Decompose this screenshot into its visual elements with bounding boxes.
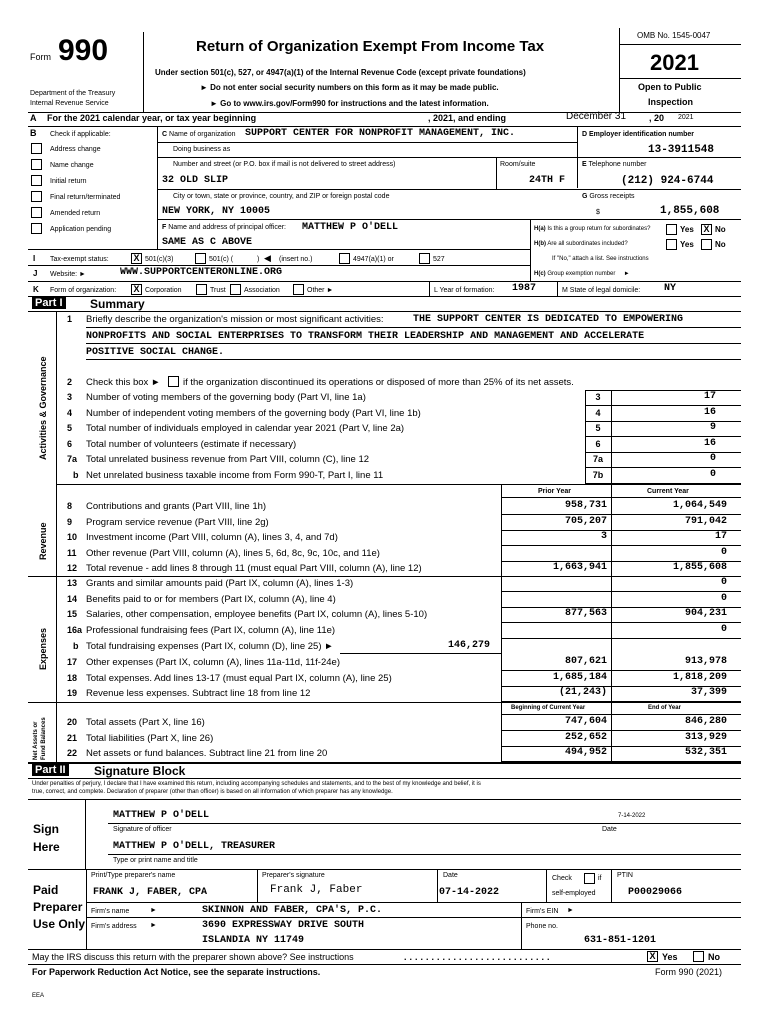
fin-line-prior: 1,663,941 bbox=[552, 562, 607, 573]
section-b-item-label: Name change bbox=[50, 162, 94, 169]
gov-line-number: 4 bbox=[67, 408, 73, 418]
discuss-yes-checkbox[interactable] bbox=[647, 951, 658, 962]
col-begin-year: Beginning of Current Year bbox=[511, 705, 586, 711]
tax-year: 2021 bbox=[650, 50, 699, 75]
fin-line-prior: 705,207 bbox=[564, 516, 607, 527]
gov-line-value: 16 bbox=[703, 438, 716, 449]
fin-line-current: 532,351 bbox=[684, 747, 727, 758]
gov-line-value: 16 bbox=[703, 407, 716, 418]
fin-line-text: Total expenses. Add lines 13-17 (must equal Part IX, column (A), line 25) bbox=[86, 673, 392, 684]
fin-line-current: 17 bbox=[714, 531, 727, 542]
row-a-yy: 2021 bbox=[678, 114, 694, 121]
ptin-label: PTIN bbox=[617, 872, 633, 879]
section-g-label: G bbox=[582, 193, 588, 200]
fin-line-number: 15 bbox=[67, 609, 78, 619]
discuss-no-label: No bbox=[708, 952, 720, 962]
527-checkbox[interactable] bbox=[419, 253, 430, 264]
fin-line-prior: 252,652 bbox=[564, 732, 607, 743]
fin-line-number: 20 bbox=[67, 717, 78, 727]
domicile-label: M State of legal domicile: bbox=[562, 287, 641, 294]
fin-line-number: 18 bbox=[67, 673, 78, 683]
fin-line-prior: 494,952 bbox=[564, 747, 607, 758]
eea-mark: EEA bbox=[32, 993, 45, 999]
501c-checkbox[interactable] bbox=[195, 253, 206, 264]
501c-label: 501(c) ( bbox=[209, 256, 234, 263]
officer-name-title: MATTHEW P O'DELL, TREASURER bbox=[113, 841, 276, 852]
section-b-checkbox[interactable] bbox=[31, 191, 42, 202]
fin-line-text: Net assets or fund balances. Subtract line 21 from line 20 bbox=[86, 748, 328, 759]
discuss-no-checkbox[interactable] bbox=[693, 951, 704, 962]
hb-text: Are all subordinates included? bbox=[547, 241, 628, 247]
fin-line-current: 0 bbox=[720, 577, 727, 588]
line2-number: 2 bbox=[67, 377, 73, 387]
if-label: if bbox=[598, 875, 602, 882]
room-value: 24TH F bbox=[529, 175, 566, 186]
fin-line-prior: 877,563 bbox=[564, 608, 607, 619]
mission-line1: THE SUPPORT CENTER IS DEDICATED TO EMPOWERING bbox=[413, 314, 684, 325]
ptin-value: P00029066 bbox=[628, 887, 683, 898]
gov-line-text: Number of independent voting members of the governing body (Part VI, line 1b) bbox=[86, 408, 421, 419]
side-label-governance: Activities & Governance bbox=[38, 356, 48, 460]
name-title-label: Type or print name and title bbox=[113, 857, 198, 864]
fin-line-current: 1,855,608 bbox=[672, 562, 727, 573]
fin-line-text: Grants and similar amounts paid (Part IX, column (A), lines 1-3) bbox=[86, 578, 354, 589]
paperwork-notice: For Paperwork Reduction Act Notice, see the separate instructions. bbox=[32, 967, 321, 977]
firm-address-1: 3690 EXPRESSWAY DRIVE SOUTH bbox=[202, 920, 365, 931]
insert-no-label: (insert no.) bbox=[279, 256, 313, 263]
hb-yes-label: Yes bbox=[680, 240, 694, 249]
fin-line-number: 13 bbox=[67, 578, 78, 588]
section-b-checkbox[interactable] bbox=[31, 223, 42, 234]
col-prior-year: Prior Year bbox=[538, 488, 571, 495]
fin-line-number: 17 bbox=[67, 657, 78, 667]
fin-line-prior: 958,731 bbox=[564, 500, 607, 511]
org-name-label: Name of organization bbox=[169, 131, 236, 138]
row-k-label: K bbox=[33, 285, 39, 294]
fin-line-number: 9 bbox=[67, 517, 73, 527]
street-value: 32 OLD SLIP bbox=[162, 175, 229, 186]
firm-ein-arrow: ► bbox=[567, 907, 574, 914]
fin-line-number: 11 bbox=[67, 548, 77, 558]
fin-line-number: 10 bbox=[67, 532, 78, 542]
fin-line-prior: 3 bbox=[600, 531, 607, 542]
fin-line-text: Total assets (Part X, line 16) bbox=[86, 717, 205, 728]
website-value[interactable]: WWW.SUPPORTCENTERONLINE.ORG bbox=[120, 267, 283, 278]
ha-label: H(a) bbox=[534, 226, 546, 232]
section-b-checkbox[interactable] bbox=[31, 207, 42, 218]
domicile-value: NY bbox=[664, 283, 677, 294]
firm-address-label: Firm's address bbox=[91, 923, 137, 930]
fin-line-number: 14 bbox=[67, 594, 78, 604]
form-number: 990 bbox=[58, 34, 109, 67]
corporation-label: Corporation bbox=[145, 287, 182, 294]
hb-no-label: No bbox=[715, 240, 726, 249]
section-b-item-label: Address change bbox=[50, 146, 101, 153]
fin-line-rule bbox=[501, 545, 741, 546]
hc-label: H(c) bbox=[534, 271, 546, 277]
ein-label: Employer identification number bbox=[589, 131, 695, 138]
gov-line-box: 6 bbox=[595, 439, 601, 449]
discuss-yes-label: Yes bbox=[662, 952, 678, 962]
part1-label: Part I bbox=[32, 297, 66, 309]
firm-address-2: ISLANDIA NY 11749 bbox=[202, 935, 305, 946]
street-label: Number and street (or P.O. box if mail is not delivered to street address) bbox=[173, 161, 396, 168]
penalty-text-2: true, correct, and complete. Declaration of preparer (other than officer) is based on all information of which preparer has any knowledge. bbox=[32, 789, 393, 795]
gov-line-number: 3 bbox=[67, 392, 73, 402]
dollar-sign: $ bbox=[596, 209, 600, 216]
501c3-label: 501(c)(3) bbox=[145, 256, 174, 263]
ein-value: 13-3911548 bbox=[648, 144, 715, 156]
preparer-date: 07-14-2022 bbox=[439, 887, 500, 898]
line16b-number: b bbox=[73, 641, 79, 651]
section-f-label: F bbox=[162, 224, 167, 231]
gov-line-box: 3 bbox=[595, 392, 601, 402]
side-label-expenses: Expenses bbox=[38, 627, 48, 670]
firm-name: SKINNON AND FABER, CPA'S, P.C. bbox=[202, 905, 383, 916]
irs-link[interactable]: ► Go to www.irs.gov/Form990 for instructions and the latest information. bbox=[210, 99, 489, 108]
firm-phone: 631-851-1201 bbox=[584, 935, 657, 946]
discuss-leader: ........................... bbox=[404, 952, 553, 962]
fin-line-number: 16a bbox=[67, 625, 83, 635]
firm-ein-label: Firm's EIN bbox=[526, 908, 559, 915]
dba-label: Doing business as bbox=[173, 146, 231, 153]
other-checkbox[interactable] bbox=[293, 284, 304, 295]
line16b-text: Total fundraising expenses (Part IX, column (D), line 25) ► bbox=[86, 641, 334, 652]
side-label-revenue: Revenue bbox=[38, 522, 48, 560]
hb-label: H(b) bbox=[534, 241, 546, 247]
fin-line-number: 22 bbox=[67, 748, 78, 758]
gov-line-text: Total number of volunteers (estimate if necessary) bbox=[86, 439, 297, 450]
part2-title: Signature Block bbox=[94, 764, 186, 778]
row-a-ending: , 2021, and ending bbox=[428, 113, 507, 123]
mission-line3: POSITIVE SOCIAL CHANGE. bbox=[86, 347, 225, 358]
preparer-signature: Frank J, Faber bbox=[270, 884, 363, 896]
firm-address-arrow: ► bbox=[150, 922, 157, 929]
city-value: NEW YORK, NY 10005 bbox=[162, 206, 271, 217]
fin-line-current: 313,929 bbox=[684, 732, 727, 743]
col-end-year: End of Year bbox=[648, 705, 681, 711]
sign-label: Sign bbox=[33, 822, 59, 836]
form-label: Form bbox=[30, 52, 51, 62]
501c3-checkbox[interactable] bbox=[131, 253, 142, 264]
row-a-label: A bbox=[30, 113, 37, 123]
fin-line-number: 8 bbox=[67, 501, 73, 511]
discontinued-checkbox[interactable] bbox=[168, 376, 179, 387]
department-label: Department of the Treasury bbox=[30, 90, 116, 97]
side-label-fund-balances: Fund Balances bbox=[41, 717, 47, 760]
fin-line-rule bbox=[501, 638, 741, 639]
fin-line-current: 37,399 bbox=[690, 687, 727, 698]
fin-line-text: Benefits paid to or for members (Part IX, column (A), line 4) bbox=[86, 594, 336, 605]
gov-line-text: Number of voting members of the governing body (Part VI, line 1a) bbox=[86, 392, 366, 403]
fin-line-current: 904,231 bbox=[684, 608, 727, 619]
section-b-checkbox[interactable] bbox=[31, 175, 42, 186]
preparer-sig-label: Preparer's signature bbox=[262, 872, 325, 879]
fin-line-current: 1,064,549 bbox=[672, 500, 727, 511]
fin-line-rule bbox=[501, 622, 741, 623]
line2-text-a: Check this box ► bbox=[86, 377, 161, 388]
row-a-text: For the 2021 calendar year, or tax year beginning bbox=[47, 113, 257, 123]
gov-line-text: Total unrelated business revenue from Part VIII, column (C), line 12 bbox=[86, 454, 370, 465]
gov-line-rule bbox=[585, 467, 741, 468]
fin-line-text: Other revenue (Part VIII, column (A), lines 5, 6d, 8c, 9c, 10c, and 11e) bbox=[86, 548, 380, 559]
fin-line-prior: 1,685,184 bbox=[552, 672, 607, 683]
room-label: Room/suite bbox=[500, 161, 536, 168]
part1-title: Summary bbox=[90, 297, 145, 311]
line2-text-b: if the organization discontinued its operations or disposed of more than 25% of its net assets. bbox=[183, 377, 574, 388]
501c-close: ) bbox=[257, 256, 260, 263]
self-employed-checkbox[interactable] bbox=[584, 873, 595, 884]
section-b-item-label: Amended return bbox=[50, 210, 101, 217]
corporation-checkbox[interactable] bbox=[131, 284, 142, 295]
other-label: Other ► bbox=[307, 287, 334, 294]
use-only-label: Use Only bbox=[33, 917, 86, 931]
preparer-name-label: Print/Type preparer's name bbox=[91, 872, 176, 879]
gov-line-value: 17 bbox=[703, 391, 716, 402]
form-reference: Form 990 (2021) bbox=[655, 967, 723, 977]
section-d-label: D bbox=[582, 131, 588, 138]
section-b-item-label: Final return/terminated bbox=[50, 194, 121, 201]
form-title: Return of Organization Exempt From Income Tax bbox=[196, 38, 545, 55]
irs-label: Internal Revenue Service bbox=[30, 100, 109, 107]
section-b-heading: Check if applicable: bbox=[50, 131, 111, 138]
fin-line-text: Other expenses (Part IX, column (A), lines 11a-11d, 11f-24e) bbox=[86, 657, 340, 668]
fin-line-rule bbox=[501, 670, 741, 671]
year-formation-label: L Year of formation: bbox=[434, 287, 495, 294]
fin-line-text: Total revenue - add lines 8 through 11 (must equal Part VIII, column (A), line 12) bbox=[86, 563, 422, 574]
gov-line-number: 7a bbox=[67, 454, 78, 464]
ha-yes-checkbox[interactable] bbox=[666, 224, 677, 235]
section-e-label: E bbox=[582, 161, 587, 168]
line1-number: 1 bbox=[67, 314, 73, 324]
fin-line-text: Professional fundraising fees (Part IX, column (A), line 11e) bbox=[86, 625, 336, 636]
gross-receipts-label: Gross receipts bbox=[589, 193, 635, 200]
website-label: Website: ► bbox=[50, 271, 86, 278]
officer-name: MATTHEW P O'DELL bbox=[302, 222, 399, 233]
fin-line-text: Total liabilities (Part X, line 26) bbox=[86, 733, 214, 744]
self-employed-label: self-employed bbox=[552, 890, 596, 897]
gov-line-number: 5 bbox=[67, 423, 73, 433]
gov-line-number: b bbox=[73, 470, 79, 480]
here-label: Here bbox=[33, 840, 60, 854]
4947-label: 4947(a)(1) or bbox=[353, 256, 394, 263]
4947-checkbox[interactable] bbox=[339, 253, 350, 264]
gov-line-box: 4 bbox=[595, 408, 601, 418]
section-b-label: B bbox=[30, 128, 37, 138]
hb-yes-checkbox[interactable] bbox=[666, 239, 677, 250]
mission-line2: NONPROFITS AND SOCIAL ENTERPRISES TO TRANSFORM THEIR LEADERSHIP AND MANAGEMENT AND ACCELERATE bbox=[86, 331, 645, 342]
firm-name-arrow: ► bbox=[150, 907, 157, 914]
fin-line-number: 12 bbox=[67, 563, 78, 573]
side-label-net-assets: Net Assets or bbox=[33, 721, 39, 760]
fin-line-text: Investment income (Part VIII, column (A), lines 3, 4, and 7d) bbox=[86, 532, 338, 543]
part2-label: Part II bbox=[32, 764, 69, 776]
ha-text: Is this a group return for subordinates? bbox=[547, 226, 651, 232]
ha-yes-label: Yes bbox=[680, 225, 694, 234]
gov-line-value: 9 bbox=[709, 422, 716, 433]
officer-date: 7-14-2022 bbox=[618, 813, 646, 819]
fin-line-rule bbox=[501, 514, 741, 515]
fin-line-rule bbox=[501, 591, 741, 592]
gross-receipts-value: 1,855,608 bbox=[660, 205, 720, 217]
ha-no-label: No bbox=[715, 225, 726, 234]
fin-line-prior: (21,243) bbox=[558, 687, 607, 698]
gov-line-value: 0 bbox=[709, 453, 716, 464]
signature-officer-label: Signature of officer bbox=[113, 826, 172, 833]
hb-no-checkbox[interactable] bbox=[701, 239, 712, 250]
fin-line-text: Revenue less expenses. Subtract line 18 from line 12 bbox=[86, 688, 311, 699]
city-label: City or town, state or province, country, and ZIP or foreign postal code bbox=[173, 193, 390, 200]
trust-checkbox[interactable] bbox=[196, 284, 207, 295]
org-name: SUPPORT CENTER FOR NONPROFIT MANAGEMENT, INC. bbox=[245, 128, 516, 139]
association-checkbox[interactable] bbox=[230, 284, 241, 295]
fin-line-text: Contributions and grants (Part VIII, line 1h) bbox=[86, 501, 267, 512]
hc-text: Group exemption number bbox=[547, 271, 616, 277]
fin-line-number: 21 bbox=[67, 733, 78, 743]
check-label: Check bbox=[552, 875, 572, 882]
form-subtitle: Under section 501(c), 527, or 4947(a)(1) of the Internal Revenue Code (except private foundations) bbox=[155, 68, 526, 77]
fin-line-current: 1,818,209 bbox=[672, 672, 727, 683]
phone-label: Telephone number bbox=[588, 161, 647, 168]
fin-line-prior: 747,604 bbox=[564, 716, 607, 727]
gov-line-box: 7b bbox=[592, 470, 604, 480]
fin-line-current: 846,280 bbox=[684, 716, 727, 727]
trust-label: Trust bbox=[210, 287, 226, 294]
open-public: Open to Public bbox=[638, 82, 702, 92]
row-i-label: I bbox=[33, 254, 36, 263]
fin-line-current: 0 bbox=[720, 547, 727, 558]
gov-line-rule bbox=[585, 405, 741, 406]
gov-line-number: 6 bbox=[67, 439, 73, 449]
col-current-year: Current Year bbox=[647, 488, 689, 495]
officer-label: Name and address of principal officer: bbox=[168, 224, 287, 231]
phone-value: (212) 924-6744 bbox=[621, 175, 714, 187]
gov-line-text: Net unrelated business taxable income from Form 990-T, Part I, line 11 bbox=[86, 470, 384, 481]
officer-address: SAME AS C ABOVE bbox=[162, 237, 253, 248]
gov-line-text: Total number of individuals employed in calendar year 2021 (Part V, line 2a) bbox=[86, 423, 405, 434]
section-b-item-label: Application pending bbox=[50, 226, 112, 233]
ha-no-checkbox[interactable] bbox=[701, 224, 712, 235]
omb-number: OMB No. 1545-0047 bbox=[637, 31, 711, 40]
tax-exempt-label: Tax-exempt status: bbox=[50, 256, 109, 263]
section-b-checkbox[interactable] bbox=[31, 143, 42, 154]
fin-line-text: Salaries, other compensation, employee benefits (Part IX, column (A), lines 5-10) bbox=[86, 609, 428, 620]
discuss-question: May the IRS discuss this return with the preparer shown above? See instructions bbox=[32, 952, 354, 962]
year-formation-value: 1987 bbox=[512, 283, 537, 294]
insert-arrow-icon: ◀ bbox=[264, 253, 271, 263]
section-b-item-label: Initial return bbox=[50, 178, 87, 185]
fin-line-rule bbox=[501, 730, 741, 731]
preparer-date-label: Date bbox=[443, 872, 458, 879]
gov-line-box: 7a bbox=[592, 454, 603, 464]
fin-line-current: 0 bbox=[720, 593, 727, 604]
paid-label: Paid bbox=[33, 883, 59, 897]
hc-arrow: ► bbox=[623, 271, 630, 277]
fin-line-current: 791,042 bbox=[684, 516, 727, 527]
firm-name-label: Firm's name bbox=[91, 908, 130, 915]
gov-line-value: 0 bbox=[709, 469, 716, 480]
association-label: Association bbox=[244, 287, 280, 294]
row-j-label: J bbox=[33, 269, 38, 278]
line16b-value: 146,279 bbox=[447, 640, 490, 651]
section-c-label: C bbox=[162, 131, 168, 138]
gov-line-box: 5 bbox=[595, 423, 601, 433]
fin-line-prior: 807,621 bbox=[564, 656, 607, 667]
fin-line-text: Program service revenue (Part VIII, line 2g) bbox=[86, 517, 269, 528]
ssn-notice: ► Do not enter social security numbers on this form as it may be made public. bbox=[200, 83, 499, 92]
phone-no-label: Phone no. bbox=[526, 923, 558, 930]
fin-line-current: 913,978 bbox=[684, 656, 727, 667]
fin-line-current: 0 bbox=[720, 624, 727, 635]
fin-line-number: 19 bbox=[67, 688, 78, 698]
preparer-label: Preparer bbox=[33, 900, 83, 914]
form-of-org-label: Form of organization: bbox=[50, 287, 117, 294]
section-b-checkbox[interactable] bbox=[31, 159, 42, 170]
inspection: Inspection bbox=[648, 97, 694, 107]
row-a-end-date: December 31 bbox=[566, 111, 627, 122]
officer-signature: MATTHEW P O'DELL bbox=[113, 810, 210, 821]
row-a-20: , 20 bbox=[649, 113, 665, 123]
preparer-name: FRANK J, FABER, CPA bbox=[93, 887, 208, 898]
penalty-text-1: Under penalties of perjury, I declare that I have examined this return, including accompanying schedules and statements, and to the best of my knowledge and belief, it is bbox=[32, 781, 481, 787]
date-label: Date bbox=[602, 826, 617, 833]
hb-note: If "No," attach a list. See instructions bbox=[552, 256, 649, 262]
line1-text: Briefly describe the organization's mission or most significant activities: bbox=[86, 314, 384, 325]
gov-line-rule bbox=[585, 436, 741, 437]
527-label: 527 bbox=[433, 256, 445, 263]
